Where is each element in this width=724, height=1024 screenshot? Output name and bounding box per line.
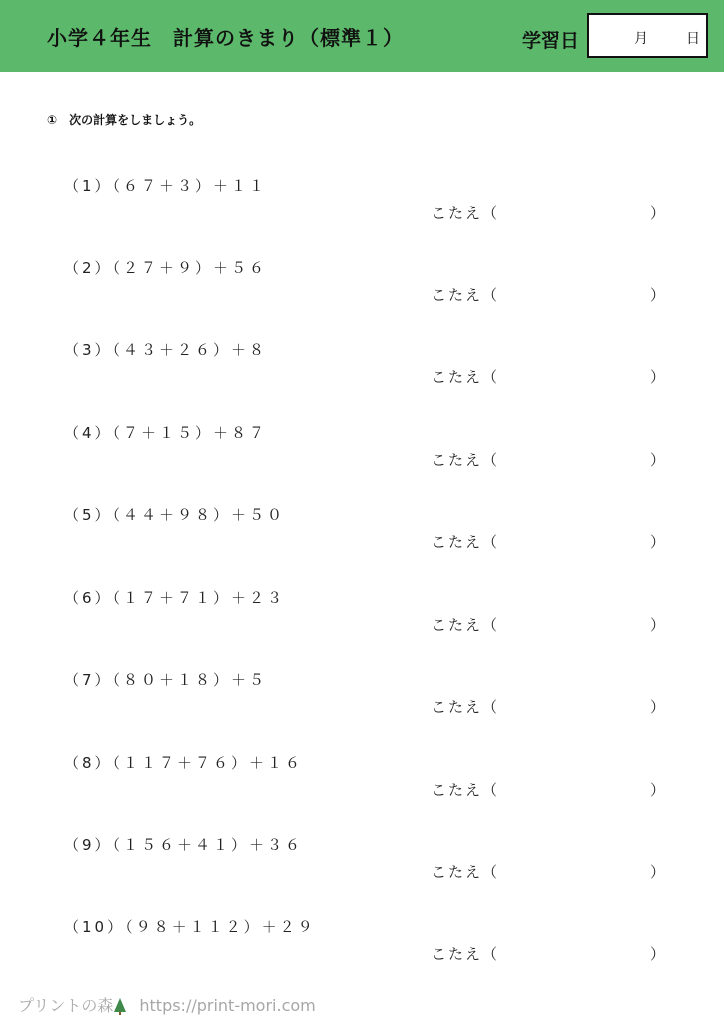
date-box bbox=[587, 13, 708, 58]
date-label: 学習日 bbox=[522, 30, 580, 52]
answer-close: ） bbox=[650, 698, 666, 716]
answer-label: こたえ（ bbox=[431, 533, 500, 551]
problem-expression: （5）（４４＋９８）＋５０ bbox=[64, 506, 286, 524]
problem-item bbox=[0, 422, 724, 492]
answer-label: こたえ（ bbox=[431, 451, 500, 469]
problem-expression: （9）（１５６＋４１）＋３６ bbox=[64, 836, 304, 854]
problem-expression: （8）（１１７＋７６）＋１６ bbox=[64, 754, 304, 772]
footer bbox=[18, 993, 316, 1016]
answer-close: ） bbox=[650, 204, 666, 222]
answer-label: こたえ（ bbox=[431, 781, 500, 799]
problem-item bbox=[0, 587, 724, 657]
page-title: 小学４年生 計算のきまり（標準１） bbox=[47, 26, 404, 50]
problem-expression: （10）（９８＋１１２）＋２９ bbox=[64, 918, 316, 936]
problem-item bbox=[0, 175, 724, 245]
answer-close: ） bbox=[650, 286, 666, 304]
footer-url[interactable]: https://print-mori.com bbox=[139, 996, 316, 1015]
answer-close: ） bbox=[650, 863, 666, 881]
problem-expression: （2）（２７＋９）＋５６ bbox=[64, 259, 268, 277]
answer-label: こたえ（ bbox=[431, 863, 500, 881]
problem-expression: （3）（４３＋２６）＋８ bbox=[64, 341, 268, 359]
problem-item bbox=[0, 752, 724, 822]
answer-close: ） bbox=[650, 781, 666, 799]
problem-expression: （4）（７＋１５）＋８７ bbox=[64, 424, 268, 442]
answer-label: こたえ（ bbox=[431, 286, 500, 304]
problem-expression: （1）（６７＋３）＋１１ bbox=[64, 177, 268, 195]
header-bar bbox=[0, 0, 724, 72]
answer-close: ） bbox=[650, 533, 666, 551]
problem-item bbox=[0, 339, 724, 409]
tree-icon bbox=[114, 998, 126, 1012]
problem-item bbox=[0, 504, 724, 574]
day-label: 日 bbox=[686, 31, 700, 47]
month-label: 月 bbox=[634, 31, 648, 47]
problem-item bbox=[0, 669, 724, 739]
answer-label: こたえ（ bbox=[431, 204, 500, 222]
answer-label: こたえ（ bbox=[431, 698, 500, 716]
problem-item bbox=[0, 834, 724, 904]
answer-label: こたえ（ bbox=[431, 616, 500, 634]
answer-close: ） bbox=[650, 945, 666, 963]
footer-brand: プリントの森 bbox=[18, 996, 114, 1015]
instruction-text: ① 次の計算をしましょう。 bbox=[47, 113, 202, 127]
answer-label: こたえ（ bbox=[431, 945, 500, 963]
problem-item bbox=[0, 916, 724, 986]
problem-item bbox=[0, 257, 724, 327]
problem-expression: （7）（８０＋１８）＋５ bbox=[64, 671, 268, 689]
answer-label: こたえ（ bbox=[431, 368, 500, 386]
answer-close: ） bbox=[650, 368, 666, 386]
answer-close: ） bbox=[650, 616, 666, 634]
problem-expression: （6）（１７＋７１）＋２３ bbox=[64, 589, 286, 607]
answer-close: ） bbox=[650, 451, 666, 469]
